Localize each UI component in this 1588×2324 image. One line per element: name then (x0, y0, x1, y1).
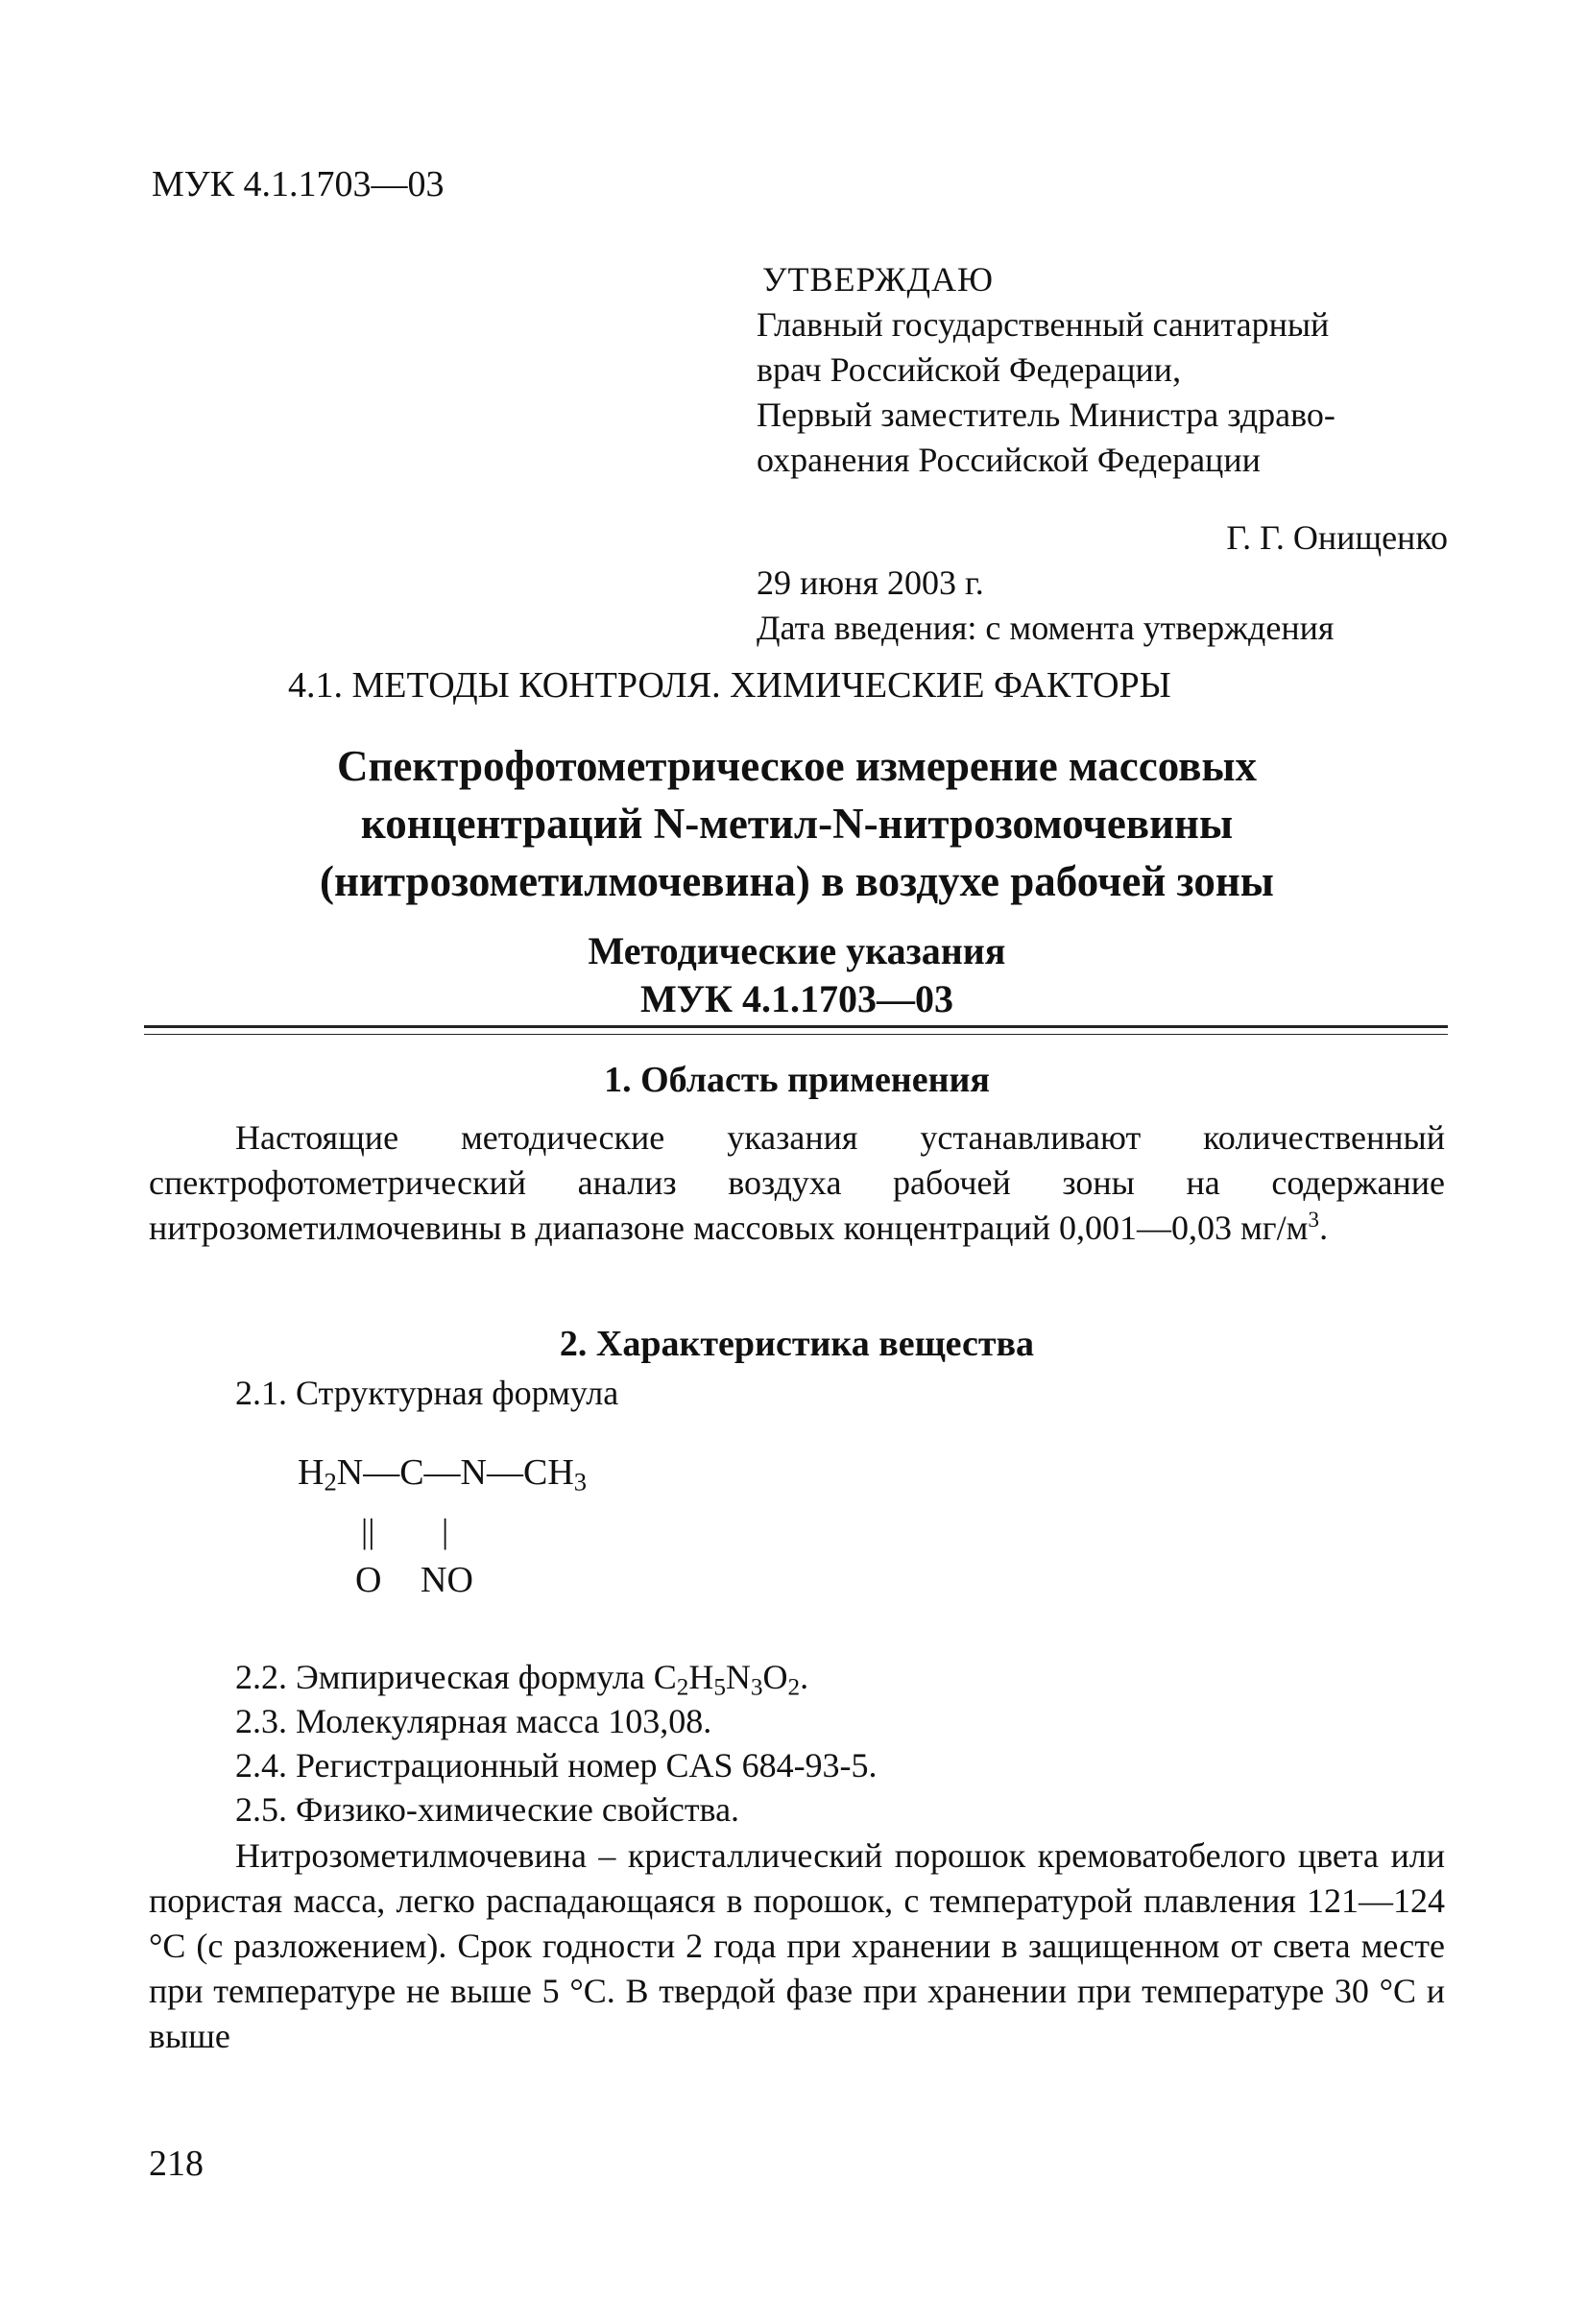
double-bond: || (361, 1512, 375, 1550)
approval-line: охранения Российской Федерации (757, 441, 1261, 479)
subtitle-line: Методические указания (588, 929, 1006, 972)
introduction-date: Дата введения: с момента утверждения (757, 609, 1335, 647)
formula-chain-text: N—C—N—CH (336, 1452, 574, 1493)
properties-paragraph: Нитрозометилмочевина – кристаллический порошок кремоватобелого цвета или пористая масса, легко распадающаяся в порошок, с температурой плавления 121—124 °С (с разложением). Срок годности 2 года при хранении в защищенном от света месте при температуре не выше 5 °С. В твердой фазе при хранении при температуре 30 °С и выше (149, 1836, 1445, 2055)
document-code-header: МУК 4.1.1703—03 (152, 164, 445, 204)
approval-signer: Г. Г. Онищенко (1226, 518, 1448, 557)
title-line: Спектрофотометрическое измерение массовых (336, 742, 1258, 790)
structural-formula (298, 1451, 682, 1615)
item-2-4: 2.4. Регистрационный номер CAS 684-93-5. (235, 1746, 878, 1785)
subtitle-code: МУК 4.1.1703—03 (639, 977, 954, 1020)
formula-oxygen: O (355, 1560, 382, 1600)
section-1-paragraph (149, 1115, 1445, 1251)
approval-line: Главный государственный санитарный (757, 305, 1330, 344)
document-subtitle (144, 927, 1450, 1023)
subscript: 5 (713, 1674, 726, 1701)
section-code: 4.1. МЕТОДЫ КОНТРОЛЯ. ХИМИЧЕСКИЕ ФАКТОРЫ (288, 665, 1171, 706)
period: . (1319, 1209, 1329, 1247)
formula-h: H (298, 1452, 325, 1493)
subscript: 2 (787, 1674, 801, 1701)
formula-chain (298, 1451, 588, 1497)
approval-title: УТВЕРЖДАЮ (762, 260, 995, 299)
element: H (688, 1658, 714, 1696)
period: . (800, 1658, 809, 1696)
divider-thick (144, 1025, 1448, 1028)
formula-sub: 2 (324, 1467, 337, 1497)
section-1-heading: 1. Область применения (604, 1060, 990, 1100)
subscript: 3 (750, 1674, 763, 1701)
title-line: концентраций N-метил-N-нитрозомочевины (360, 800, 1234, 848)
section-1-text: Настоящие методические указания устанавливают количественный спектрофотометрический анализ воздуха рабочей зоны на содержание нитрозометилмочевины в диапазоне массовых концентраций 0,001—0,03 мг/м (149, 1118, 1445, 1247)
title-line: (нитрозометилмочевина) в воздухе рабочей зоны (320, 857, 1274, 905)
superscript: 3 (1308, 1208, 1320, 1234)
item-2-3: 2.3. Молекулярная масса 103,08. (235, 1702, 712, 1740)
subscript: 2 (676, 1674, 689, 1701)
formula-nitroso: NO (421, 1560, 473, 1600)
approval-line: Первый заместитель Министра здраво- (757, 395, 1335, 434)
approval-line: врач Российской Федерации, (757, 350, 1182, 389)
item-2-1: 2.1. Структурная формула (235, 1374, 619, 1412)
item-2-5: 2.5. Физико-химические свойства. (235, 1790, 740, 1829)
single-bond: | (442, 1512, 449, 1550)
element: O (762, 1658, 788, 1696)
approval-block (757, 257, 1448, 651)
empirical-prefix: 2.2. Эмпирическая формула C (235, 1658, 677, 1696)
page-number: 218 (149, 2144, 204, 2184)
element: N (725, 1658, 751, 1696)
divider-thin (144, 1034, 1448, 1035)
approval-date: 29 июня 2003 г. (757, 563, 984, 602)
item-2-2 (235, 1657, 809, 1701)
document-title (144, 737, 1450, 910)
section-2-heading: 2. Характеристика вещества (559, 1324, 1035, 1364)
formula-sub: 3 (573, 1467, 588, 1497)
